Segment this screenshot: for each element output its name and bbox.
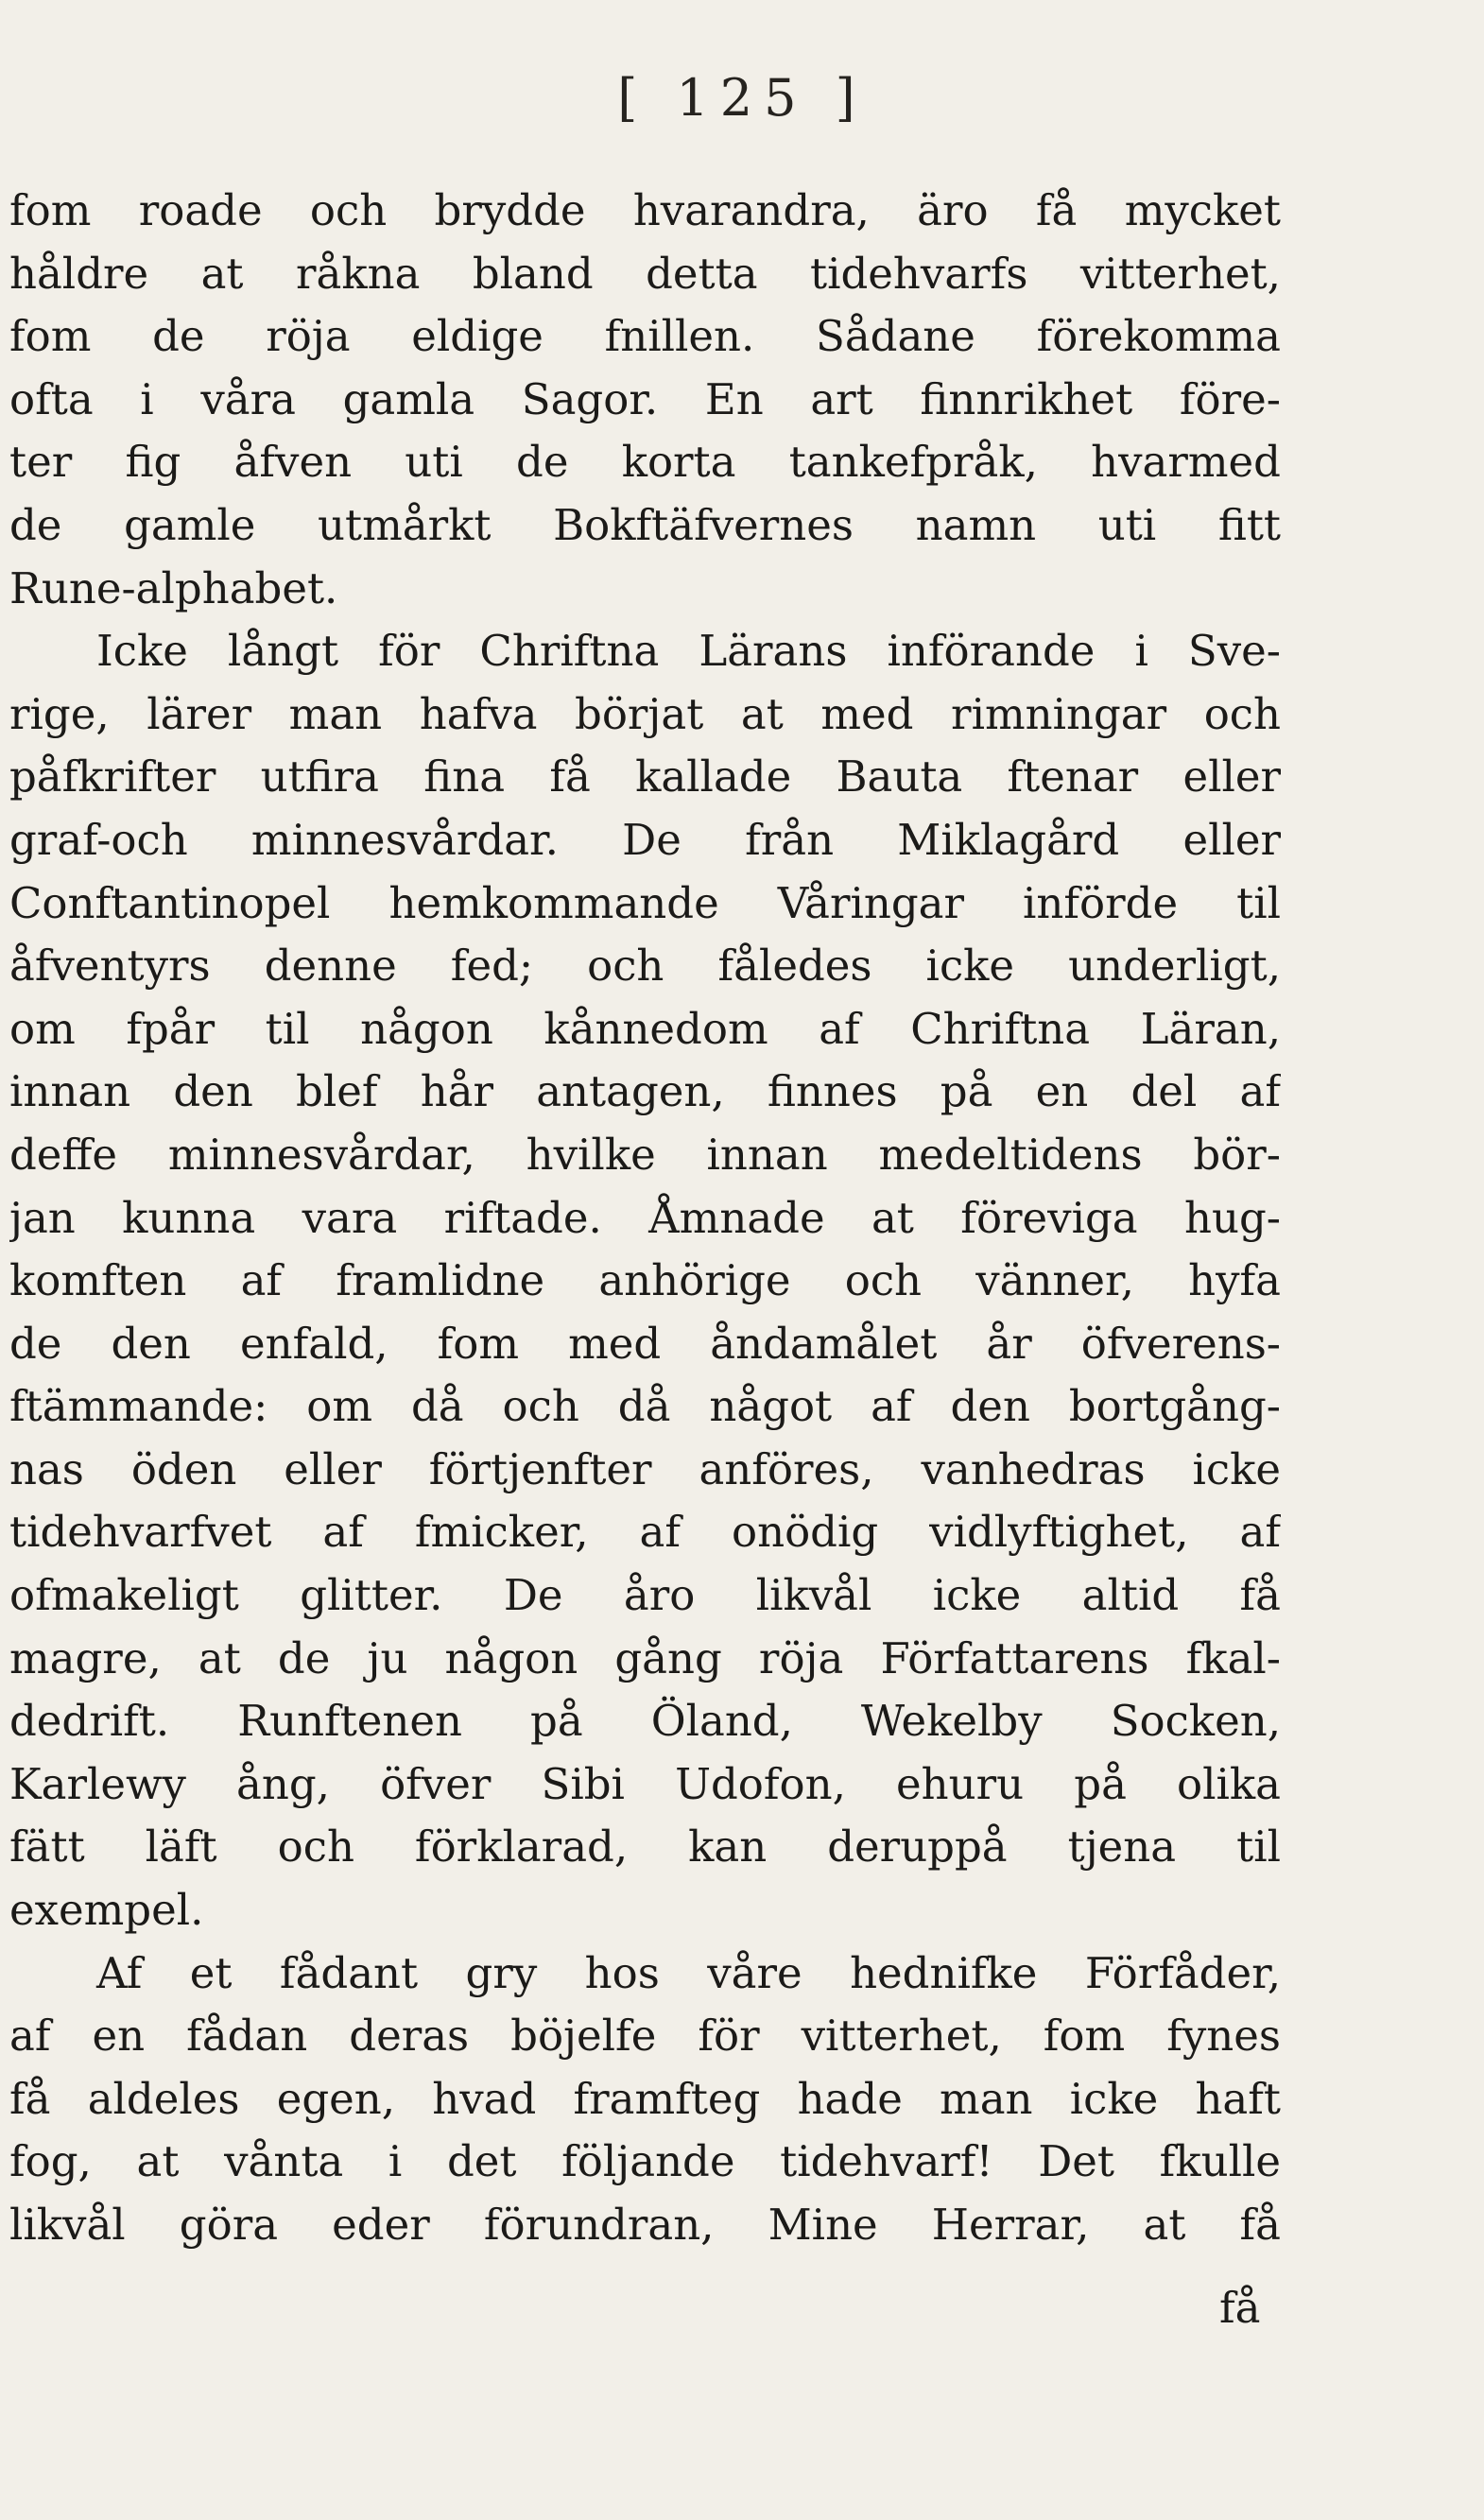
- text-line: jan kunna vara riftade. Åmnade at föreviga hug-: [9, 1192, 1281, 1243]
- paragraph-start-line: Af et fådant gry hos våre hednifke Förfåder,: [96, 1947, 1281, 1998]
- text-line: Karlewy ång, öfver Sibi Udofon, ehuru på olika: [9, 1758, 1281, 1809]
- text-line: exempel.: [9, 1885, 204, 1936]
- body-text: [9, 180, 1281, 2257]
- text-line: få aldeles egen, hvad framfteg hade man icke haft: [9, 2073, 1281, 2124]
- text-line: innan den blef hår antagen, finnes på en del af: [9, 1066, 1281, 1117]
- text-line: Conftantinopel hemkommande Våringar införde til: [9, 877, 1281, 928]
- text-line: håldre at råkna bland detta tidehvarfs vitterhet,: [9, 248, 1281, 299]
- text-line: rige, lärer man hafva börjat at med rimningar och: [9, 688, 1281, 739]
- text-line: de gamle utmårkt Bokftäfvernes namn uti fitt: [9, 499, 1281, 550]
- text-line: de den enfald, fom med åndamålet år öfverens-: [9, 1318, 1281, 1369]
- text-line: af en fådan deras böjelfe för vitterhet, fom fynes: [9, 2011, 1281, 2062]
- text-line: ftämmande: om då och då något af den bortgång-: [9, 1381, 1281, 1432]
- text-line: nas öden eller förtjenfter anföres, vanhedras icke: [9, 1443, 1281, 1494]
- text-line: likvål göra eder förundran, Mine Herrar, at få: [9, 2200, 1281, 2250]
- text-line: ofta i våra gamla Sagor. En art finnrikhet före-: [9, 373, 1281, 424]
- text-line: komften af framlidne anhörige och vänner, hyfa: [9, 1255, 1281, 1306]
- text-line: fom roade och brydde hvarandra, äro få mycket: [9, 185, 1281, 235]
- text-line: ter fig åfven uti de korta tankefpråk, hvarmed: [9, 437, 1281, 488]
- text-line: tidehvarfvet af fmicker, af onödig vidlyftighet, af: [9, 1507, 1281, 1558]
- text-line: fog, at vånta i det följande tidehvarf! Det fkulle: [9, 2136, 1281, 2187]
- text-line: ofmakeligt glitter. De åro likvål icke altid få: [9, 1570, 1281, 1621]
- text-line: fom de röja eldige fnillen. Sådane förekomma: [9, 311, 1281, 362]
- text-line: graf-och minnesvårdar. De från Miklagård eller: [9, 814, 1281, 865]
- catchword: få: [1219, 2283, 1261, 2333]
- text-line: magre, at de ju någon gång röja Författarens fkal-: [9, 1632, 1281, 1683]
- text-line: deffe minnesvårdar, hvilke innan medeltidens bör-: [9, 1129, 1281, 1180]
- text-line: dedrift. Runftenen på Öland, Wekelby Socken,: [9, 1696, 1281, 1747]
- text-line: påfkrifter utfira fina få kallade Bauta ftenar eller: [9, 751, 1281, 803]
- page-number: [ 125 ]: [617, 68, 867, 128]
- text-line: Rune-alphabet.: [9, 562, 338, 613]
- text-line: fätt läft och förklarad, kan deruppå tjena til: [9, 1821, 1281, 1873]
- text-line: åfventyrs denne fed; och fåledes icke underligt,: [9, 941, 1281, 992]
- paragraph-start-line: Icke långt för Chriftna Lärans införande i Sve-: [96, 626, 1281, 677]
- text-line: om fpår til någon kånnedom af Chriftna Läran,: [9, 1003, 1281, 1054]
